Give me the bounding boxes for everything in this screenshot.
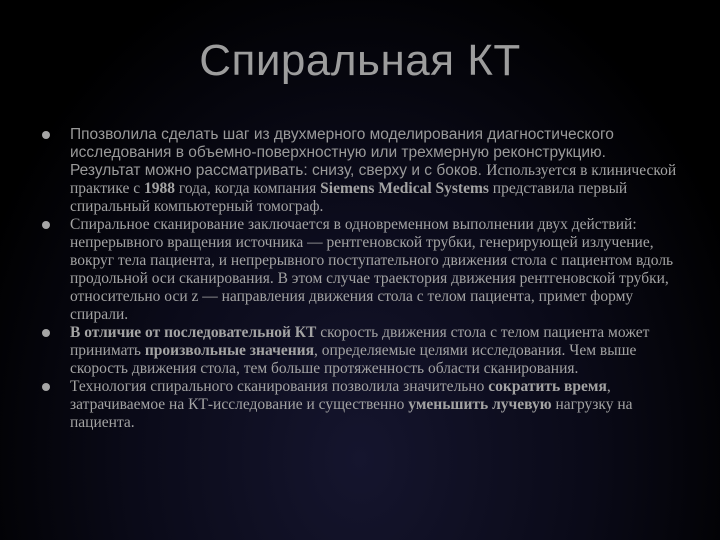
bullet-dot-icon bbox=[42, 383, 50, 391]
text-segment: 1988 bbox=[143, 180, 175, 197]
bullet-dot-icon bbox=[42, 329, 50, 337]
bullet-item bbox=[40, 324, 680, 378]
text-segment: года, когда компания bbox=[174, 180, 321, 197]
bullet-list bbox=[40, 126, 680, 432]
text-segment: Используется в клинической практике с bbox=[70, 162, 677, 197]
text-segment: Siemens Medical Systems bbox=[320, 180, 489, 197]
text-segment: представила первый спиральный компьютерный томограф. bbox=[70, 180, 628, 215]
bullet-item bbox=[40, 378, 680, 432]
text-segment: , затрачиваемое на КТ-исследование и существенно bbox=[70, 378, 611, 413]
text-segment: нагрузку на пациента. bbox=[70, 396, 633, 431]
text-segment: Технология спирального сканирования позволила значительно bbox=[70, 378, 489, 395]
bullet-item bbox=[40, 126, 680, 216]
text-segment: В отличие от последовательной КТ bbox=[70, 324, 317, 341]
bullet-text bbox=[70, 324, 680, 378]
text-segment: сократить время bbox=[488, 378, 607, 395]
bullet-item bbox=[40, 216, 680, 324]
bullet-dot-icon bbox=[42, 221, 50, 229]
text-segment: , определяемые целями исследования. Чем выше скорость движения стола, тем больше протяженность области сканирования. bbox=[70, 342, 637, 377]
text-segment: произвольные значения bbox=[144, 342, 314, 359]
slide-title: Спиральная КТ bbox=[199, 36, 521, 85]
text-segment: Спиральное сканирование заключается в одновременном выполнении двух действий: непрерывного вращения источника — рентгеновской трубки, генерирующей излучение, вокруг тела пациента, и непрерывного поступательного движения стола с пациентом вдоль продольной оси сканирования. В этом случае траектория движения рентгеновской трубки, относительно оси z — направления движения стола с телом пациента, примет форму спирали. bbox=[70, 216, 674, 323]
bullet-text bbox=[70, 216, 680, 324]
text-segment: уменьшить лучевую bbox=[408, 396, 552, 413]
text-segment: Ппозволила сделать шаг из двухмерного моделирования диагностического исследования в объемно-поверхностную или трехмерную реконструкцию. Результат можно рассматривать: снизу, сверху и с боков. bbox=[70, 126, 614, 179]
text-segment: скорость движения стола с телом пациента может принимать bbox=[70, 324, 650, 359]
bullet-text bbox=[70, 378, 680, 432]
bullet-dot-icon bbox=[42, 131, 50, 139]
bullet-text bbox=[70, 126, 680, 216]
